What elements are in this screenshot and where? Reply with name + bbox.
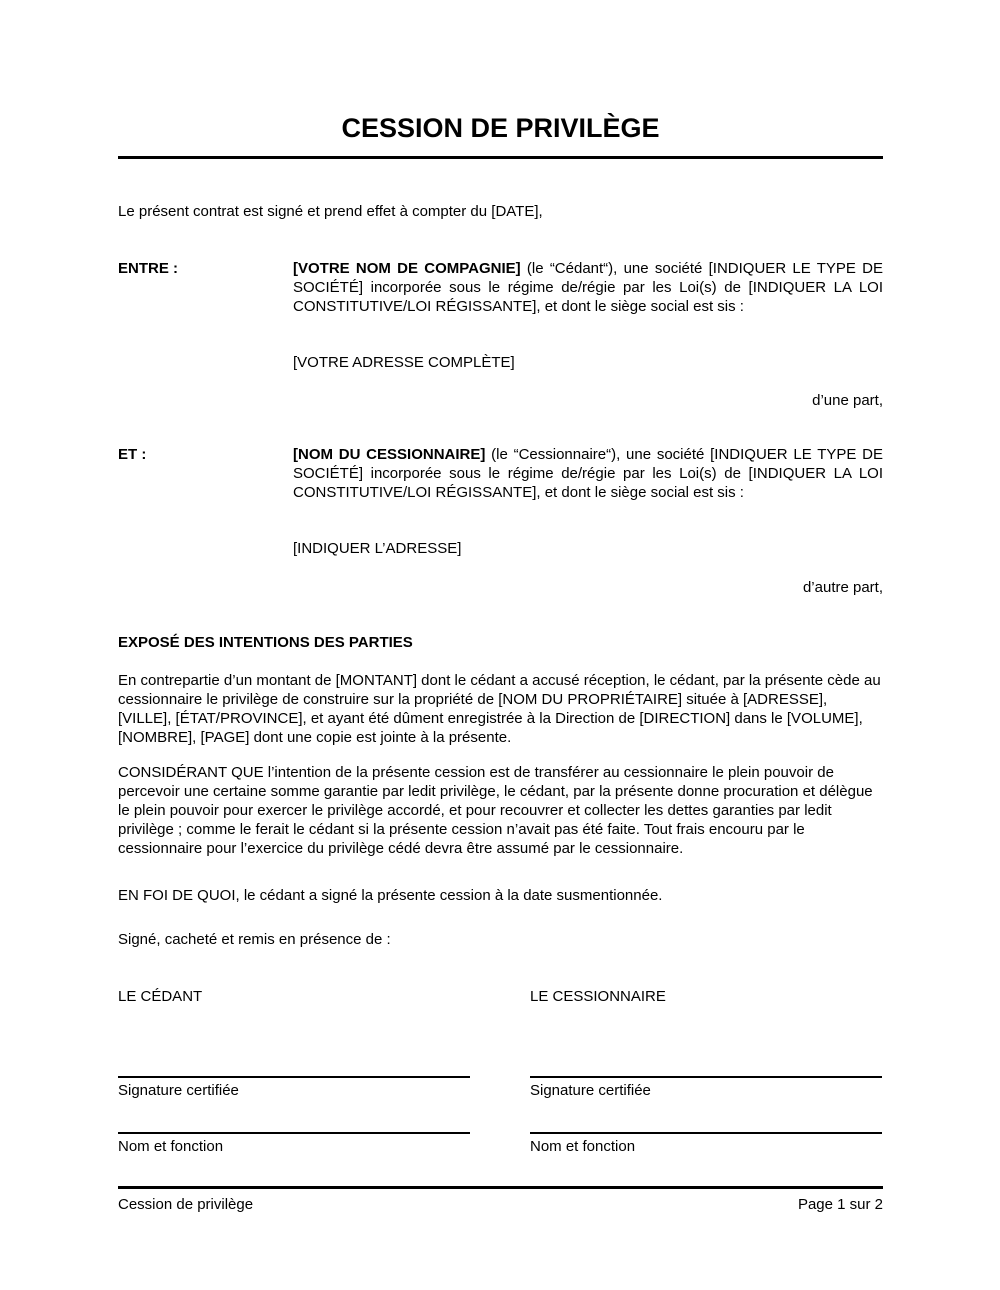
party-text-cessionnaire: (le “Cessionnaire“), une société [INDIQUER LE TYPE DE SOCIÉTÉ] incorporée sous le régime de/régie par les Loi(s) de [INDIQUER LA LOI CONSTITUTIVE/LOI RÉGISSANTE], et dont le siège social est sis :: [293, 446, 884, 501]
name-line-cessionnaire: [530, 1132, 882, 1134]
party-address-cessionnaire: [INDIQUER L’ADRESSE]: [293, 540, 462, 557]
signature-header-cessionnaire: LE CESSIONNAIRE: [530, 988, 666, 1005]
party-label-et: ET :: [118, 446, 147, 463]
dautre-part-line: d’autre part,: [802, 579, 883, 596]
party-label-entre: ENTRE :: [118, 260, 178, 277]
dune-part-line: d’une part,: [812, 392, 883, 409]
name-label-cedant: Nom et fonction: [118, 1138, 224, 1155]
party-address-cedant: [VOTRE ADRESSE COMPLÈTE]: [293, 354, 515, 371]
signature-label-cedant: Signature certifiée: [118, 1082, 239, 1099]
page-title: CESSION DE PRIVILÈGE: [341, 113, 660, 143]
signe-line: Signé, cacheté et remis en présence de :: [118, 931, 391, 948]
name-line-cedant: [118, 1132, 470, 1134]
signature-label-cessionnaire: Signature certifiée: [530, 1082, 651, 1099]
party-text-cedant: (le “Cédant“), une société [INDIQUER LE TYPE DE SOCIÉTÉ] incorporée sous le régime de/régie par les Loi(s) de [INDIQUER LA LOI CONSTITUTIVE/LOI RÉGISSANTE], et dont le siège social est sis :: [293, 260, 883, 315]
party-description-cessionnaire: [293, 445, 883, 502]
paragraph-considerant: CONSIDÉRANT QUE l’intention de la présente cession est de transférer au cessionnaire le plein pouvoir de percevoir une certaine somme garantie par ledit privilège, le cédant, par la présente donne procuration et délègue le plein pouvoir pour exercer le privilège accordé, et pour recouvrer et collecter les dettes garanties par ledit privilège ; comme le ferait le cédant si la présente cession n’avait pas été faite. Tout frais encouru par le cessionnaire pour l’exercice du privilège cédé devra être assumé par le cessionnaire.: [118, 764, 873, 857]
party-description-cedant: [293, 259, 883, 316]
signature-line-cedant: [118, 1076, 470, 1078]
party-name-cessionnaire: [NOM DU CESSIONNAIRE]: [293, 446, 486, 463]
expose-heading: EXPOSÉ DES INTENTIONS DES PARTIES: [118, 634, 413, 651]
footer-divider: [118, 1186, 883, 1189]
signature-line-cessionnaire: [530, 1076, 882, 1078]
name-label-cessionnaire: Nom et fonction: [530, 1138, 636, 1155]
footer-page-number: Page 1 sur 2: [797, 1196, 883, 1213]
title-divider: [118, 156, 883, 159]
paragraph-contrepartie: En contrepartie d’un montant de [MONTANT] dont le cédant a accusé réception, le cédant, par la présente cède au cessionnaire le privilège de construire sur la propriété de [NOM DU PROPRIÉTAIRE] située à [ADRESSE], [VILLE], [ÉTAT/PROVINCE], et ayant été dûment enregistrée à la Direction de [DIRECTION] dans le [VOLUME], [NOMBRE], [PAGE] dont une copie est jointe à la présente.: [118, 672, 881, 746]
party-name-cedant: [VOTRE NOM DE COMPAGNIE]: [293, 260, 521, 277]
page-footer: [118, 1195, 883, 1214]
en-foi-line: EN FOI DE QUOI, le cédant a signé la présente cession à la date susmentionnée.: [118, 887, 663, 904]
intro-line: Le présent contrat est signé et prend effet à compter du [DATE],: [118, 203, 543, 220]
signature-header-cedant: LE CÉDANT: [118, 988, 203, 1005]
footer-document-name: Cession de privilège: [118, 1196, 254, 1213]
